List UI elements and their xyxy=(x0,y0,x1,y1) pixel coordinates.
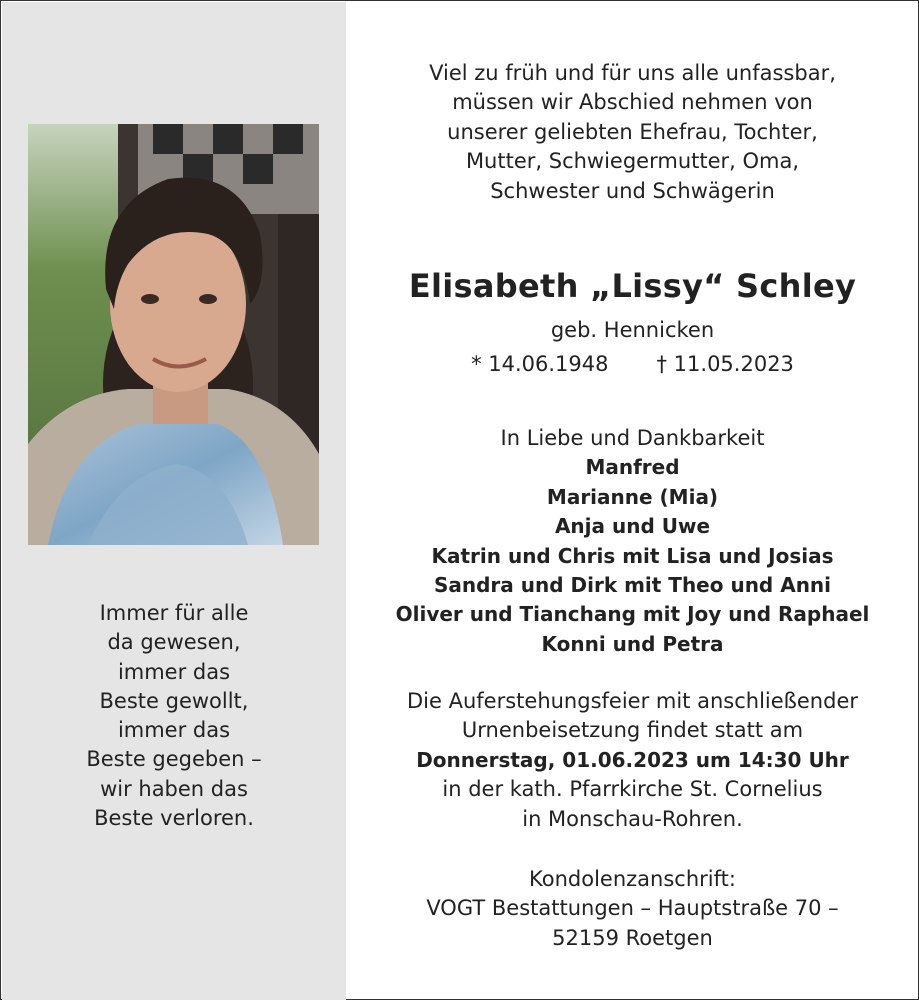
family-name: Manfred xyxy=(585,455,680,480)
family-name: Marianne (Mia) xyxy=(546,484,719,509)
condolence-label: Kondolenzanschrift: xyxy=(529,867,736,891)
death-date: † 11.05.2023 xyxy=(656,352,794,376)
quote-line: Beste gewollt, xyxy=(99,688,249,713)
portrait-photo xyxy=(28,124,319,545)
quote-line: Beste verloren. xyxy=(94,806,254,831)
ceremony-info xyxy=(346,687,919,834)
intro-line: Schwester und Schwägerin xyxy=(490,178,775,203)
quote-line: immer das xyxy=(117,659,231,684)
intro-line: unserer geliebten Ehefrau, Tochter, xyxy=(447,119,818,144)
quote-line: Immer für alle xyxy=(99,601,249,625)
condolence-address xyxy=(346,865,919,953)
family-name: Sandra und Dirk mit Theo und Anni xyxy=(433,573,832,598)
ceremony-line: Die Auferstehungsfeier mit anschließender xyxy=(407,689,858,713)
quote-line: da gewesen, xyxy=(107,630,241,655)
intro-line: Viel zu früh und für uns alle unfassbar, xyxy=(429,61,836,85)
life-dates xyxy=(346,352,919,376)
family-name: Konni und Petra xyxy=(541,631,724,656)
intro-text xyxy=(346,59,919,206)
family-intro: In Liebe und Dankbarkeit xyxy=(500,426,765,450)
quote-line: immer das xyxy=(117,718,231,743)
family-name: Anja und Uwe xyxy=(554,514,711,539)
family-name: Oliver und Tianchang mit Joy und Raphael xyxy=(395,602,870,627)
family-section xyxy=(346,424,919,659)
quote-line: wir haben das xyxy=(100,776,248,801)
birth-date: * 14.06.1948 xyxy=(471,352,609,376)
ceremony-line: Urnenbeisetzung findet statt am xyxy=(461,718,804,743)
intro-line: müssen wir Abschied nehmen von xyxy=(452,90,813,115)
ceremony-line: in Monschau-Rohren. xyxy=(522,806,743,831)
born-name: geb. Hennicken xyxy=(550,318,715,342)
condolence-line: 52159 Roetgen xyxy=(552,925,713,950)
intro-line: Mutter, Schwiegermutter, Oma, xyxy=(465,149,800,174)
ceremony-date: Donnerstag, 01.06.2023 um 14:30 Uhr xyxy=(416,747,849,772)
quote-line: Beste gegeben – xyxy=(86,747,262,772)
ceremony-line: in der kath. Pfarrkirche St. Cornelius xyxy=(442,777,823,802)
family-name: Katrin und Chris mit Lisa und Josias xyxy=(431,543,834,568)
deceased-name: Elisabeth „Lissy“ Schley xyxy=(408,267,857,305)
memorial-quote xyxy=(2,599,346,833)
condolence-line: VOGT Bestattungen – Hauptstraße 70 – xyxy=(426,896,839,921)
